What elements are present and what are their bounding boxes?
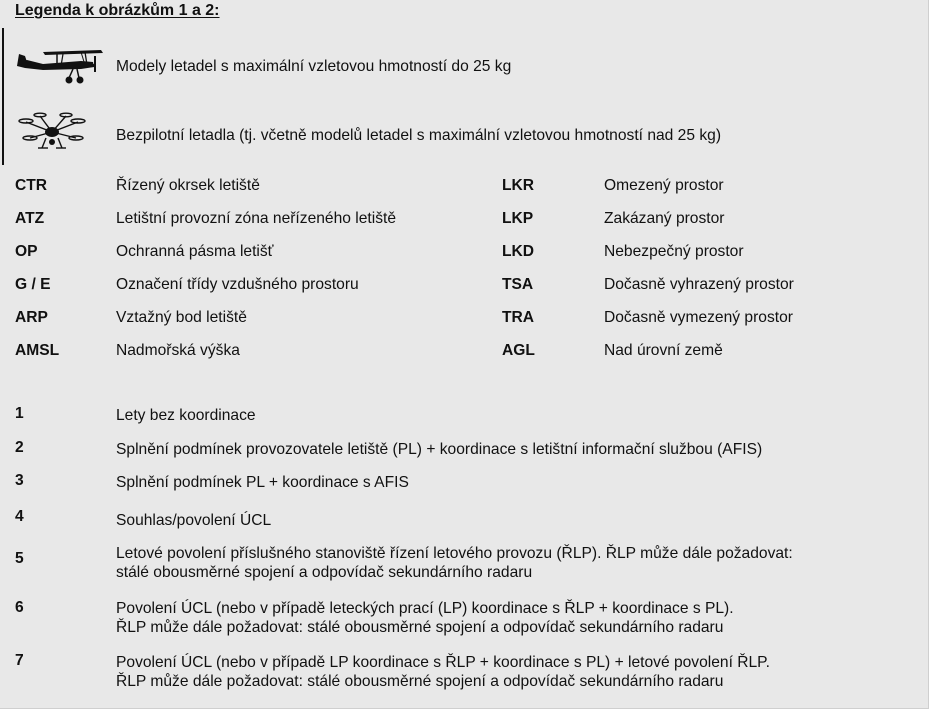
abbrev-desc: Ochranná pásma letišť bbox=[116, 243, 274, 260]
panel-bottom-border bbox=[0, 708, 929, 709]
abbrev-desc: Řízený okrsek letiště bbox=[116, 177, 260, 194]
abbrev-code: ATZ bbox=[15, 210, 45, 227]
abbrev-code: AGL bbox=[502, 342, 535, 359]
abbrev-desc: Označení třídy vzdušného prostoru bbox=[116, 276, 359, 293]
left-marker-bar bbox=[2, 28, 4, 165]
abbrev-code: CTR bbox=[15, 177, 48, 194]
condition-number: 1 bbox=[15, 405, 24, 422]
abbrev-code: LKR bbox=[502, 177, 535, 194]
legend-title: Legenda k obrázkům 1 a 2: bbox=[15, 2, 220, 19]
abbrev-code: TRA bbox=[502, 309, 535, 326]
condition-text: Souhlas/povolení ÚCL bbox=[116, 512, 272, 529]
abbrev-desc: Nad úrovní země bbox=[604, 342, 723, 359]
abbrev-desc: Zakázaný prostor bbox=[604, 210, 725, 227]
condition-text: Lety bez koordinace bbox=[116, 407, 256, 424]
condition-number: 3 bbox=[15, 472, 24, 489]
abbrev-code: AMSL bbox=[15, 342, 60, 359]
condition-text: Splnění podmínek provozovatele letiště (PL) + koordinace s letištní informační službou (AFIS) bbox=[116, 441, 763, 458]
condition-text-line: ŘLP může dále požadovat: stálé obousměrné spojení a odpovídač sekundárního radaru bbox=[116, 619, 724, 636]
abbrev-code: OP bbox=[15, 243, 38, 260]
abbrev-code: G / E bbox=[15, 276, 51, 293]
condition-text-line: Povolení ÚCL (nebo v případě LP koordinace s ŘLP + koordinace s PL) + letové povolení ŘLP. bbox=[116, 654, 770, 671]
condition-text-line: ŘLP může dále požadovat: stálé obousměrné spojení a odpovídač sekundárního radaru bbox=[116, 673, 724, 690]
abbrev-code: TSA bbox=[502, 276, 534, 293]
abbrev-code: LKD bbox=[502, 243, 535, 260]
condition-number: 2 bbox=[15, 439, 24, 456]
condition-number: 7 bbox=[15, 652, 24, 669]
abbrev-desc: Omezený prostor bbox=[604, 177, 724, 194]
abbrev-desc: Nebezpečný prostor bbox=[604, 243, 744, 260]
abbrev-code: LKP bbox=[502, 210, 534, 227]
abbrev-desc: Dočasně vymezený prostor bbox=[604, 309, 793, 326]
condition-text-line: Letové povolení příslušného stanoviště řízení letového provozu (ŘLP). ŘLP může dále požadovat: bbox=[116, 545, 793, 562]
condition-text-line: Povolení ÚCL (nebo v případě leteckých prací (LP) koordinace s ŘLP + koordinace s PL). bbox=[116, 600, 734, 617]
condition-text-line: stálé obousměrné spojení a odpovídač sekundárního radaru bbox=[116, 564, 533, 581]
abbrev-desc: Vztažný bod letiště bbox=[116, 309, 247, 326]
abbrev-desc: Nadmořská výška bbox=[116, 342, 240, 359]
abbrev-code: ARP bbox=[15, 309, 48, 326]
abbrev-desc: Letištní provozní zóna neřízeného letiště bbox=[116, 210, 396, 227]
condition-number: 5 bbox=[15, 550, 24, 567]
abbrev-desc: Dočasně vyhrazený prostor bbox=[604, 276, 794, 293]
uav-label: Bezpilotní letadla (tj. včetně modelů letadel s maximální vzletovou hmotností nad 25 kg) bbox=[116, 127, 722, 144]
condition-text: Splnění podmínek PL + koordinace s AFIS bbox=[116, 474, 409, 491]
condition-number: 4 bbox=[15, 508, 24, 525]
model-aircraft-label: Modely letadel s maximální vzletovou hmotností do 25 kg bbox=[116, 58, 512, 75]
condition-number: 6 bbox=[15, 599, 24, 616]
panel-right-border bbox=[928, 0, 929, 708]
biplane-icon bbox=[13, 44, 105, 88]
drone-icon bbox=[16, 110, 88, 156]
